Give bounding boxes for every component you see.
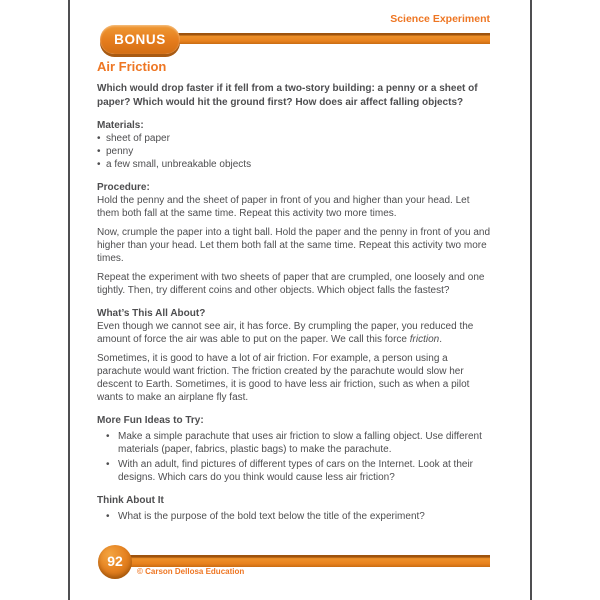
friction-term: friction bbox=[409, 334, 440, 345]
page-number-badge: 92 bbox=[98, 545, 132, 579]
article-content bbox=[97, 60, 491, 525]
page-title: Air Friction bbox=[97, 59, 167, 74]
about-paragraph-1-text: Even though we cannot see air, it has force. By crumpling the paper, you reduced the amount of force the air was able to put on the paper. We call this force bbox=[97, 321, 474, 345]
list-item: • a few small, unbreakable objects bbox=[97, 158, 491, 171]
bonus-badge: BONUS bbox=[100, 25, 180, 54]
procedure-paragraph-1: Hold the penny and the sheet of paper in front of you and higher than your head. Let them both fall at the same time. Repeat this activity two more times. bbox=[97, 195, 470, 219]
think-heading: Think About It bbox=[97, 495, 164, 506]
about-heading: What’s This All About? bbox=[97, 308, 206, 319]
intro-question: Which would drop faster if it fell from a two-story building: a penny or a sheet of paper? Which would hit the ground first? How does air affect falling objects? bbox=[97, 83, 478, 108]
procedure-paragraph-2: Now, crumple the paper into a tight ball. Hold the paper and the penny in front of you and higher than your head. Let them both fall at the same time. Repeat this activity two more times. bbox=[97, 227, 491, 264]
about-paragraph-2: Sometimes, it is good to have a lot of air friction. For example, a person using a parachute would want friction. The friction created by the parachute would slow her descent to Earth. Sometimes, it is good to have less air friction, such as when a pilot wants to make an airplane fly fast. bbox=[97, 353, 470, 403]
page-edge-left bbox=[68, 0, 70, 600]
list-item: • Make a simple parachute that uses air friction to slow a falling object. Use different materials (paper, fabrics, plastic bags) to make the parachute. bbox=[97, 430, 491, 456]
materials-list bbox=[97, 132, 491, 171]
materials-heading: Materials: bbox=[97, 120, 144, 131]
procedure-heading: Procedure: bbox=[97, 182, 150, 193]
list-item: • What is the purpose of the bold text below the title of the experiment? bbox=[97, 510, 491, 523]
more-fun-heading: More Fun Ideas to Try: bbox=[97, 415, 204, 426]
think-list bbox=[97, 510, 491, 523]
about-paragraph-1 bbox=[97, 320, 491, 346]
list-item: • With an adult, find pictures of different types of cars on the Internet. Look at their designs. Which cars do you think would cause less air friction? bbox=[97, 458, 491, 484]
procedure-paragraph-3: Repeat the experiment with two sheets of paper that are crumpled, one loosely and one tightly. Then, try different coins and other objects. Which object falls the fastest? bbox=[97, 272, 485, 296]
category-label: Science Experiment bbox=[390, 13, 490, 25]
about-paragraph-1-end: . bbox=[439, 334, 443, 345]
more-fun-list bbox=[97, 430, 491, 484]
list-item: • sheet of paper bbox=[97, 132, 491, 145]
list-item: • penny bbox=[97, 145, 491, 158]
header-rule bbox=[160, 33, 490, 44]
footer-rule bbox=[115, 555, 490, 567]
copyright-notice: © Carson Dellosa Education bbox=[137, 567, 245, 576]
page-edge-right bbox=[530, 0, 532, 600]
